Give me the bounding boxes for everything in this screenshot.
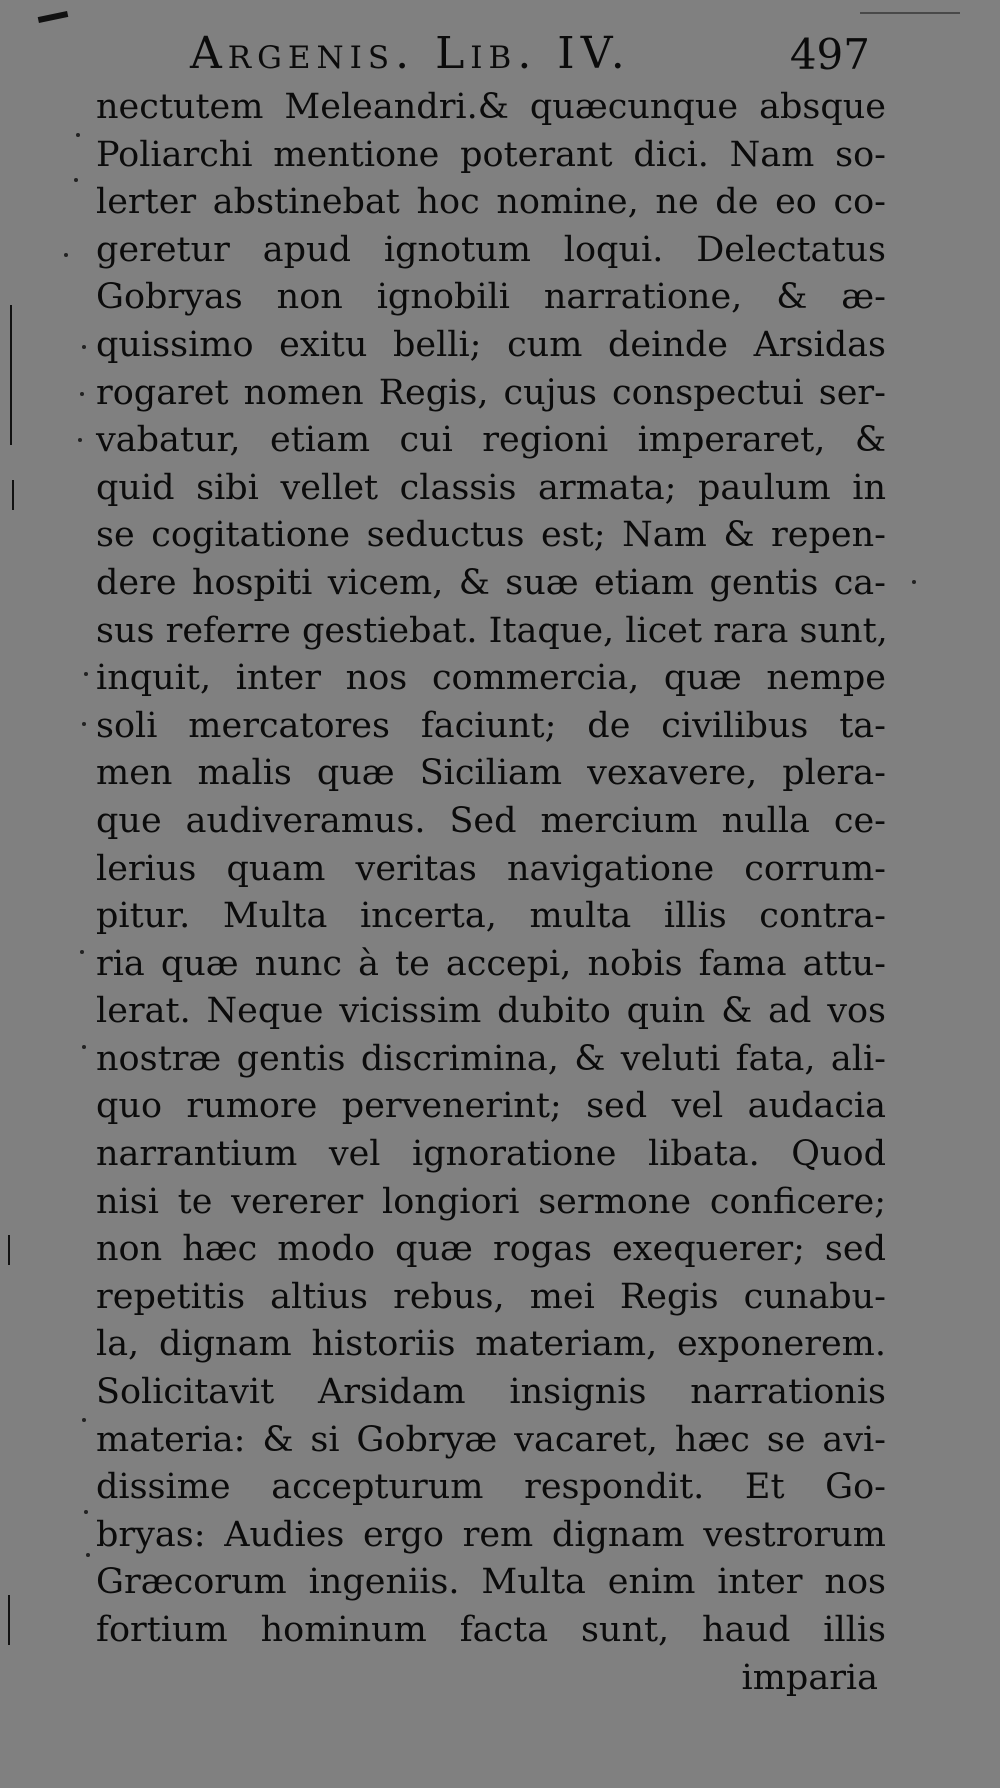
page-number: 497 [789,30,870,79]
text-line: vabatur, etiam cui regioni imperaret, & [96,420,886,461]
text-line: inquit, inter nos commercia, quæ nempe [96,658,886,699]
text-line: fortium hominum facta sunt, haud illis [96,1610,886,1650]
catchword: imparia [741,1657,878,1698]
text-line: ria quæ nunc à te accepi, nobis fama attu- [96,943,886,984]
text-line: materia: & si Gobryæ vacaret, hæc se avi- [96,1419,886,1460]
text-line: bryas: Audies ergo rem dignam vestrorum [96,1514,886,1555]
text-line: Gobryas non ignobili narratione, & æ- [96,277,886,318]
text-line: nostræ gentis discrimina, & veluti fata, ali- [96,1038,886,1079]
text-line: se cogitatione seductus est; Nam & repen- [96,515,886,556]
scan-artifact-dot [74,178,78,182]
scan-artifact-dot [912,580,916,584]
page-header [190,28,880,88]
running-title: Argenis. Lib. IV. [190,28,631,79]
scan-artifact-dot [64,253,68,257]
scan-artifact-dot [84,1510,88,1514]
text-line: Poliarchi mentione poterant dici. Nam so- [96,134,886,175]
scan-artifact-dot [78,438,82,442]
text-line: nisi te vererer longiori sermone conficere; [96,1181,886,1222]
text-line: soli mercatores faciunt; de civilibus ta- [96,705,886,746]
text-line: sus referre gestiebat. Itaque, licet rara sunt, [96,610,888,651]
scan-artifact-dot [82,345,86,349]
text-line: repetitis altius rebus, mei Regis cunabu- [96,1276,886,1317]
text-line: Græcorum ingeniis. Multa enim inter nos [96,1562,886,1603]
scan-artifact-left-rule [10,305,12,445]
scan-artifact-dot [82,722,86,726]
text-line: quissimo exitu belli; cum deinde Arsidas [96,324,886,365]
text-line: dissime accepturum respondit. Et Go- [96,1467,886,1508]
text-line: geretur apud ignotum loqui. Delectatus [96,229,886,270]
scan-artifact-dot [86,1553,90,1557]
scan-artifact-top-edge [860,12,960,14]
text-line: lerius quam veritas navigatione corrum- [96,848,886,889]
scan-artifact-left-rule [12,480,14,510]
scan-artifact-dot [76,133,80,137]
text-line: Solicitavit Arsidam insignis narrationis [96,1372,886,1413]
text-line: non hæc modo quæ rogas exequerer; sed [96,1229,886,1270]
scan-artifact-left-rule [8,1595,10,1645]
text-line: rogaret nomen Regis, cujus conspectui ser- [96,372,886,413]
body-text [96,84,886,1702]
text-line: dere hospiti vicem, & suæ etiam gentis ca- [96,562,886,603]
text-line: la, dignam historiis materiam, exponerem. [96,1324,886,1365]
text-line: lerat. Neque vicissim dubito quin & ad vos [96,991,886,1032]
text-line: quo rumore pervenerint; sed vel audacia [96,1086,886,1127]
scan-artifact-left-rule [8,1235,10,1265]
scan-artifact-dot [82,1418,86,1422]
scan-artifact-dot [80,392,84,396]
text-line: quid sibi vellet classis armata; paulum in [96,467,886,508]
scan-artifact-dot [80,950,84,954]
text-line: que audiveramus. Sed mercium nulla ce- [96,800,886,841]
text-line: men malis quæ Siciliam vexavere, plera- [96,753,886,794]
scan-artifact-dot [82,1045,86,1049]
text-line: lerter abstinebat hoc nomine, ne de eo co- [96,182,886,223]
text-line: nectutem Meleandri.& quæcunque absque [96,87,886,127]
scan-artifact-dot [84,672,88,676]
text-line: pitur. Multa incerta, multa illis contra- [96,896,886,937]
text-line: narrantium vel ignoratione libata. Quod [96,1134,886,1175]
scan-artifact-top-left [38,11,69,23]
